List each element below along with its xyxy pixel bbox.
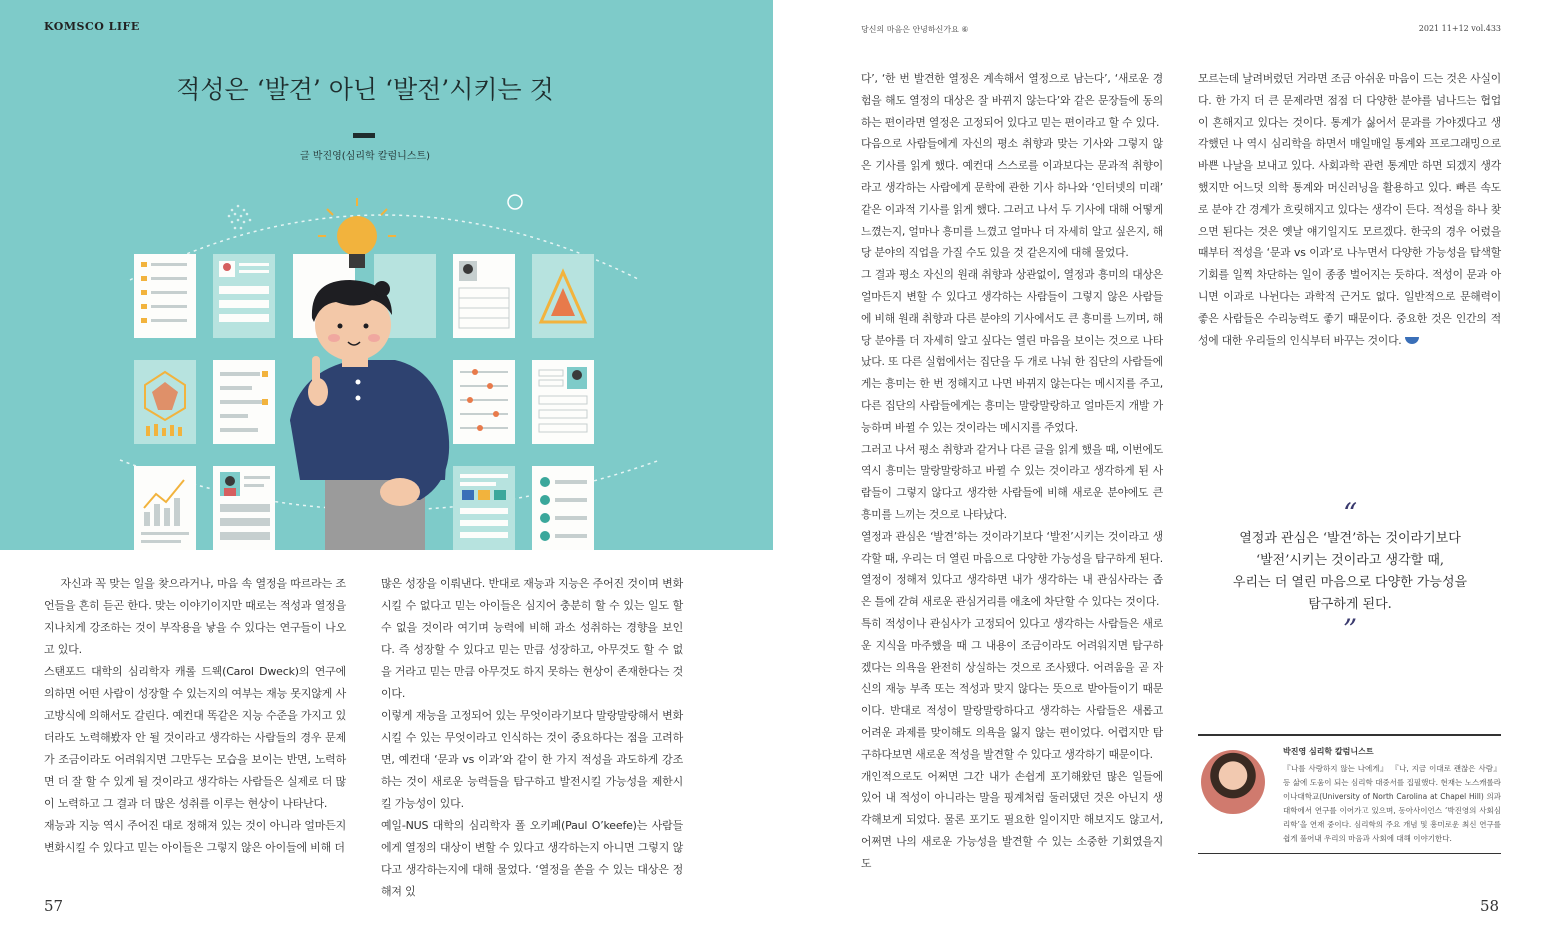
title-divider — [353, 133, 375, 138]
pull-quote-line: ‘발전’시키는 것이라고 생각할 때, — [1255, 553, 1445, 568]
author-bio: 『나를 사랑하지 않는 나에게』 『나, 지금 이대로 괜찮은 사람』 등 삶에 도움이 되는 심리학 대중서를 집필했다. 현재는 노스캐롤라이나대학교(University of North Carolina at Chapel Hill) 의과대학에서 연구를 이어가고 있으며, 동아사이언스 ‘박진영의 사회심리학’을 연재 중이다. 심리학의 주요 개념 및 흥미로운 최신 연구를 쉽게 풀어내 우리의 마음과 사회에 대해 이야기한다. — [1283, 764, 1501, 843]
paragraph: 예일-NUS 대학의 심리학자 폴 오키페(Paul O’keefe)는 사람들에게 열정의 대상이 변할 수 있다고 생각하는지 아니면 그렇지 않다고 생각하는지에 대해 물었다. ‘열정을 쏟을 수 있는 대상은 정해져 있 — [381, 819, 683, 898]
paragraph: 개인적으로도 어쩌면 그간 내가 손쉽게 포기해왔던 많은 일들에 있어 내 적성이 아니라는 말을 핑계처럼 둘러댔던 것은 아닌지 생각해보게 되었다. 물론 포기도 필요한 일이지만 해보지도 않고서, 어쩌면 나의 새로운 가능성을 발견할 수 있는 소중한 기회였을지도 — [861, 769, 1163, 870]
article-title: 적성은 ‘발견’ 아닌 ‘발전’시키는 것 — [176, 75, 554, 104]
paragraph: 특히 적성이나 관심사가 고정되어 있다고 생각하는 사람들은 새로운 지식을 마주했을 때 그 내용이 조금이라도 어려워지면 탐구하겠다는 의욕을 완전히 상실하는 것으로 조사됐다. 어려움을 곧 자신의 재능 부족 또는 적성과 맞지 않다는 뜻으로 받아들이기 때문이다. 반대로 적성이 말랑말랑하다고 생각하는 사람들은 새롭고 어려운 과제를 맞이해도 의욕을 잃지 않는 편이었다. 어렵지만 탐구하다보면 새로운 적성을 발견할 수 있다고 생각하기 때문이다. — [861, 616, 1163, 761]
close-quote-icon: ” — [1342, 613, 1358, 646]
paragraph: 그러고 나서 평소 취향과 같거나 다른 글을 읽게 했을 때, 이번에도 역시 흥미는 말랑말랑하고 바뀔 수 있는 것이라고 생각하게 된 사람들이 그렇지 않다고 생각한 사람들에 비해 새로운 분야에도 큰 흥미를 느끼는 것으로 나타났다. — [861, 442, 1163, 521]
left-column-1 — [44, 573, 346, 859]
page-number-left: 57 — [44, 897, 64, 915]
right-column-1 — [861, 68, 1163, 874]
paragraph: 다’, ‘한 번 발견한 열정은 계속해서 열정으로 남는다’, ‘새로운 경험을 해도 열정의 대상은 잘 바뀌지 않는다’와 같은 문장들에 동의하는 편이라면 열정은 고정되어 있다고 믿는 편이라고 할 수 있다. — [861, 72, 1163, 129]
open-quote-icon: “ — [1342, 497, 1358, 530]
paragraph: 재능과 지능 역시 주어진 대로 정해져 있는 것이 아니라 얼마든지 변화시킬 수 있다고 믿는 아이들은 그렇지 않은 아이들에 비해 더 — [44, 819, 346, 854]
pull-quote-line: 탐구하게 된다. — [1308, 597, 1392, 612]
pull-quote-line: 열정과 관심은 ‘발견’하는 것이라기보다 — [1239, 531, 1461, 546]
right-column-2 — [1198, 68, 1501, 351]
paragraph: 열정과 관심은 ‘발견’하는 것이라기보다 ‘발전’시키는 것이라고 생각할 때, 우리는 더 열린 마음으로 다양한 가능성을 탐구하게 된다. 열정이 정해져 있다고 생각하면 내가 생각하는 내 관심사라는 좁은 틀에 갇혀 새로운 관심거리를 애초에 차단할 수 있다는 것이다. — [861, 529, 1163, 609]
author-name: 박진영 심리학 칼럼니스트 — [1283, 747, 1374, 756]
closing-paragraph: 모르는데 날려버렸던 거라면 조금 아쉬운 마음이 드는 것은 사실이다. 한 가지 더 큰 문제라면 점점 더 다양한 분야를 넘나드는 협업이 흔해지고 있다는 것이다. 통계가 싫어서 문과를 가야겠다고 생각했던 나 역시 심리학을 하면서 매일매일 통계와 프로그래밍으로 바쁜 나날을 보내고 있다. 사회과학 관련 통계만 하면 되겠지 생각했지만 어느덧 의학 통계와 머신러닝을 활용하고 있다. 빠른 속도로 분야 간 경계가 흐릿해지고 있다는 생각이 든다. 적성을 하나 찾으면 된다는 것은 옛날 얘기일지도 모르겠다. 한국의 경우 어렸을 때부터 적성을 ‘문과 vs 이과’로 나누면서 다양한 가능성을 탐색할 기회를 일찍 차단하는 일이 종종 벌어지는 듯하다. 적성이 문과 아니면 이과로 나뉜다는 과학적 근거도 없다. 일반적으로 문해력이 좋은 사람들은 수리능력도 좋기 때문이다. 중요한 것은 인간의 적성에 대한 우리들의 인식부터 바꾸는 것이다. — [1198, 72, 1501, 347]
section-label: KOMSCO LIFE — [44, 20, 140, 33]
left-column-2 — [381, 573, 683, 903]
page-number-right: 58 — [1480, 897, 1500, 915]
paragraph — [1198, 68, 1501, 351]
pull-quote — [1200, 497, 1500, 646]
paragraph: 그 결과 평소 자신의 원래 취향과 상관없이, 열정과 흥미의 대상은 얼마든지 변할 수 있다고 생각하는 사람들이 그렇지 않은 사람들에 비해 원래 취향과 다른 분야의 기사에서도 큰 흥미를 느끼며, 해당 분야를 더 자세히 알고 싶다는 열린 마음을 보이는 것으로 나타났다. 또 다른 실험에서는 집단을 두 개로 나눠 한 집단의 사람들에게는 흥미는 한 번 정해지고 나면 바뀌지 않는다는 메시지를 주고, 다른 집단의 사람들에게는 흥미는 말랑말랑하고 얼마든지 개발 가능하며 바뀔 수 있는 것이라는 메시지를 주었다. — [861, 268, 1163, 434]
issue-info: 2021 11+12 vol.433 — [1418, 24, 1501, 33]
pull-quote-line: 우리는 더 열린 마음으로 다양한 가능성을 — [1232, 575, 1468, 590]
paragraph: 자신과 꼭 맞는 일을 찾으라거나, 마음 속 열정을 따르라는 조언들을 흔히 듣곤 한다. 맞는 이야기이지만 때로는 적성과 열정을 지나치게 강조하는 것이 부작용을 낳을 수 있다는 연구들이 나오고 있다. — [44, 577, 346, 656]
end-mark-icon — [1405, 337, 1419, 344]
byline: 글 박진영(심리학 칼럼니스트) — [299, 151, 431, 162]
paragraph: 이렇게 재능을 고정되어 있는 무엇이라기보다 말랑말랑해서 변화시킬 수 있는 무엇이라고 인식하는 것이 중요하다는 점을 고려하면, 예컨대 ‘문과 vs 이과’와 같이 한 가지 적성을 과도하게 강조하는 것이 새로운 능력들을 탐구하고 발전시킬 가능성을 제한시킬 가능성이 있다. — [381, 709, 683, 810]
paragraph: 많은 성장을 이뤄낸다. 반대로 재능과 지능은 주어진 것이며 변화시킬 수 없다고 믿는 아이들은 심지어 충분히 할 수 있는 일도 할 수 없을 것이라 여기며 능력에 비해 과소 성취하는 경향을 보인다. 즉 성장할 수 있다고 믿는 만큼 성장하고, 아무것도 할 수 없을 거라고 믿는 만큼 아무것도 하지 못하는 현상이 존재한다는 것이다. — [381, 577, 683, 700]
paragraph: 스탠포드 대학의 심리학자 캐롤 드웩(Carol Dweck)의 연구에 의하면 어떤 사람이 성장할 수 있는지의 여부는 재능 못지않게 사고방식에 의해서도 갈린다. 예컨대 똑같은 지능 수준을 가지고 있더라도 노력해봤자 안 될 것이라고 생각하는 사람들의 경우 문제가 조금이라도 어려워지면 그만두는 모습을 보이는 반면, 노력하면 더 잘 할 수 있게 될 것이라고 생각하는 사람들은 실제로 더 많이 노력하고 그 결과 더 많은 성취를 이루는 현상이 나타난다. — [44, 665, 346, 810]
author-avatar — [1201, 750, 1265, 814]
running-head: 당신의 마음은 안녕하신가요 ⑥ — [861, 25, 969, 34]
paragraph: 다음으로 사람들에게 자신의 평소 취향과 맞는 기사와 그렇지 않은 기사를 읽게 했다. 예컨대 스스로를 이과보다는 문과적 취향이라고 생각하는 사람에게 문학에 관한 기사 하나와 ‘인터넷의 미래’ 같은 이과적 기사를 읽게 했다. 그러고 나서 두 기사에 대해 어떻게 느꼈는지, 얼마나 흥미를 느꼈고 얼마나 더 자세히 알고 싶은지, 해당 분야의 직업을 가질 수도 있을 것 같은지에 대해 물었다. — [861, 137, 1163, 260]
